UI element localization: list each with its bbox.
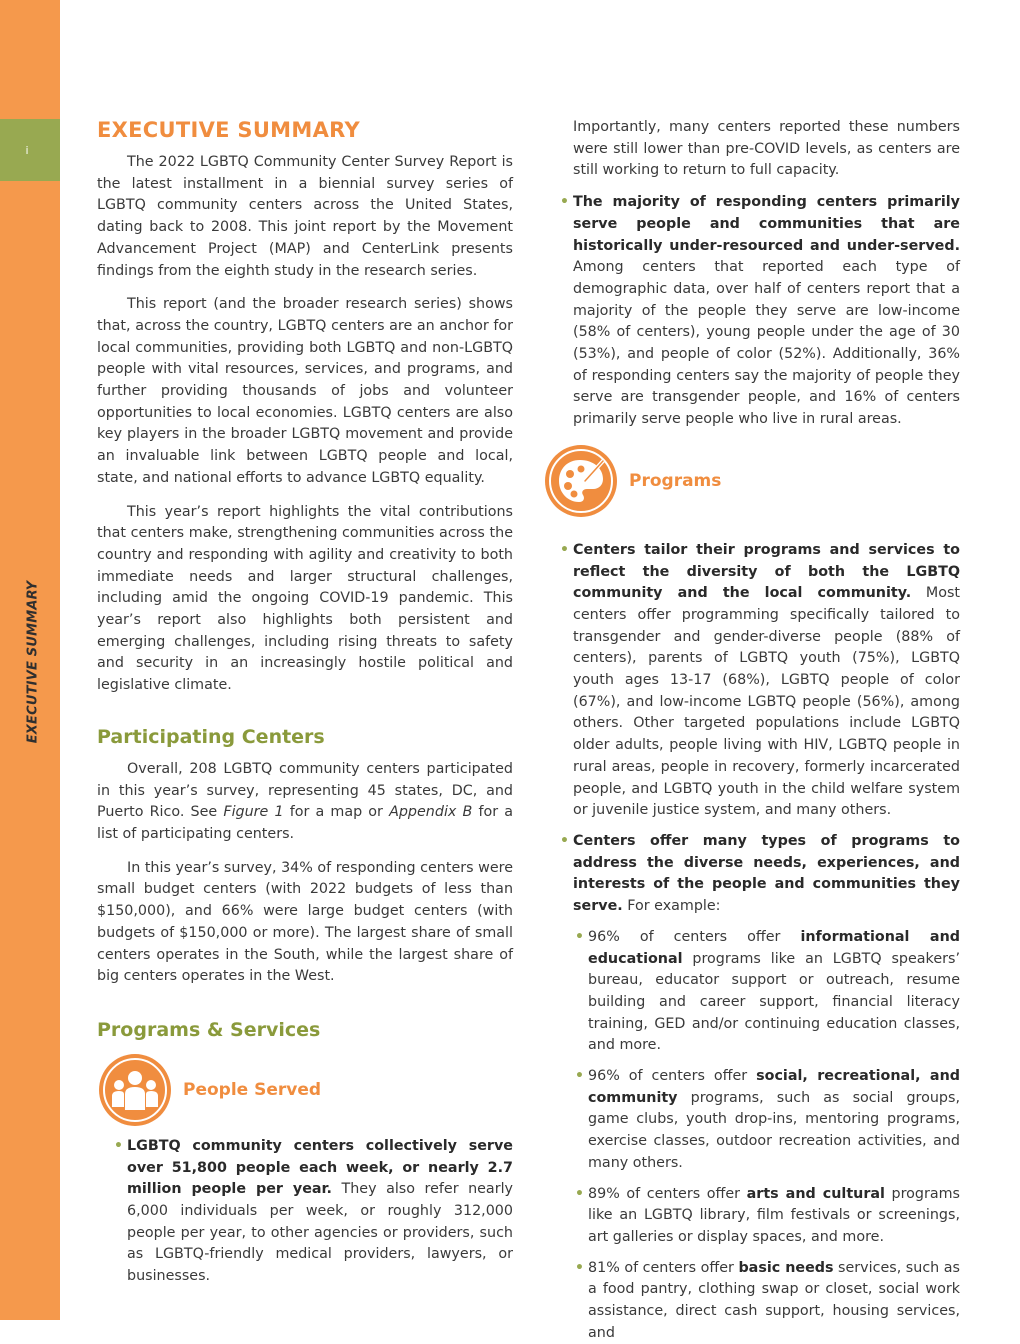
people-served-bullet: • LGBTQ community centers collectively serve over 51,800 people each week, or nearly 2.7 million people per year. They also refer nearly 6,000 individuals per week, or roughly 312,000 people per year, to other agencies or providers, such as LGBTQ-friendly medical providers, lawyers, or businesses.	[114, 1137, 514, 1285]
sub-bullet-educational: • 96% of centers offer informational and educational programs like an LGBTQ speakers’ bureau, educator support or outreach, resume building and career support, financial literacy training, GED and/or continuing education classes, and more.	[575, 928, 960, 1054]
palette-icon	[543, 443, 619, 519]
participating-centers-heading: Participating Centers	[97, 725, 325, 748]
right-column	[560, 117, 960, 1344]
intro-paragraph-2: This report (and the broader research series) shows that, across the country, LGBTQ centers are an anchor for local communities, providing both LGBTQ and non-LGBTQ people with vital resources, services, and programs, and further providing thousands of jobs and volunteer opportunities to local economies. LGBTQ centers are also key players in the broader LGBTQ movement and provide an invaluable link between LGBTQ people and local, state, and national efforts to advance LGBTQ equality.	[97, 296, 513, 486]
tailored-programs-bullet: • Centers tailor their programs and services to reflect the diversity of both the LGBTQ community and the local community. Most centers offer programming specifically tailored to transgender and gender-diverse people (88% of centers), parents of LGBTQ youth (75%), LGBTQ youth ages 13-17 (68%), LGBTQ people of color (67%), and low-income LGBTQ people (56%), among others. Other targeted populations include LGBTQ older adults, people living with HIV, LGBTQ people in rural areas, people in recovery, formerly incarcerated people, and LGBTQ youth in the child welfare system or juvenile justice system, and many others.	[560, 541, 961, 819]
intro-paragraph-3: This year’s report highlights the vital contributions that centers make, strengthening communities across the country and responding with agility and creativity to both immediate needs and larger structural challenges, including amid the ongoing COVID-19 pandemic. This year’s report also highlights both persistent and emerging challenges, including rising threats to safety and security in an increasingly hostile political and legislative climate.	[97, 503, 513, 694]
program-types-bullet: • Centers offer many types of programs to address the diverse needs, experiences, and interests of the people and communities they serve. For example:	[560, 832, 960, 915]
people-served-header	[97, 1052, 513, 1128]
sub-bullet-arts: • 89% of centers offer arts and cultural programs like an LGBTQ library, film festivals or screenings, art galleries or display spaces, and more.	[575, 1185, 960, 1245]
bullet-dot: •	[560, 832, 569, 849]
left-column	[97, 116, 513, 1288]
participating-paragraph-1: Overall, 208 LGBTQ community centers participated in this year’s survey, representing 45 states, DC, and Puerto Rico. See Figure 1 for a map or Appendix B for a list of participating centers.	[97, 760, 514, 842]
bullet-dot: •	[575, 1068, 584, 1085]
bullet-dot: •	[560, 541, 569, 558]
page-title: EXECUTIVE SUMMARY	[97, 118, 360, 142]
programs-header	[543, 443, 960, 519]
intro-paragraph-1: The 2022 LGBTQ Community Center Survey Report is the latest installment in a biennial survey series of LGBTQ community centers across the United States, dating back to 2008. This joint report by the Movement Advancement Project (MAP) and CenterLink presents findings from the eighth study in the research series.	[97, 154, 513, 279]
figure-1-reference: Figure 1	[223, 804, 284, 821]
page-number: i	[0, 119, 60, 181]
bullet-dot: •	[575, 928, 584, 945]
bullet-dot: •	[560, 194, 569, 211]
section-label: EXECUTIVE SUMMARY	[25, 580, 41, 744]
demographics-bullet: • The majority of responding centers primarily serve people and communities that are historically under-resourced and under-served. Among centers that reported each type of demographic data, over half of centers report that a majority of the people they serve are low-income (58% of centers), young people under the age of 30 (53%), and people of color (52%). Additionally, 36% of responding centers say the majority of people they serve are transgender people, and 16% of centers primarily serve people who live in rural areas.	[560, 194, 960, 428]
bullet-dot: •	[575, 1259, 584, 1276]
bullet-dot: •	[114, 1137, 123, 1154]
programs-label: Programs	[629, 470, 722, 491]
sub-bullet-social: • 96% of centers offer social, recreational, and community programs, such as social groups, game clubs, youth drop-ins, mentoring programs, exercise classes, outdoor recreation activities, and many others.	[575, 1068, 960, 1171]
people-served-label: People Served	[183, 1079, 322, 1100]
participating-paragraph-2: In this year’s survey, 34% of responding centers were small budget centers (with 2022 budgets of less than $150,000), and 66% were large budget centers (with budgets of $150,000 or more). The largest share of small centers operates in the South, while the largest share of big centers operates in the West.	[97, 859, 513, 985]
bullet-dot: •	[575, 1185, 584, 1202]
people-icon	[97, 1052, 173, 1128]
appendix-b-reference: Appendix B	[389, 804, 473, 821]
sub-bullet-basic-needs: • 81% of centers offer basic needs services, such as a food pantry, clothing swap or closet, social work assistance, direct cash support, housing services, and	[575, 1259, 960, 1341]
continued-text: Importantly, many centers reported these numbers were still lower than pre-COVID levels, as centers are still working to return to full capacity.	[573, 119, 960, 179]
programs-services-heading: Programs & Services	[97, 1018, 321, 1041]
